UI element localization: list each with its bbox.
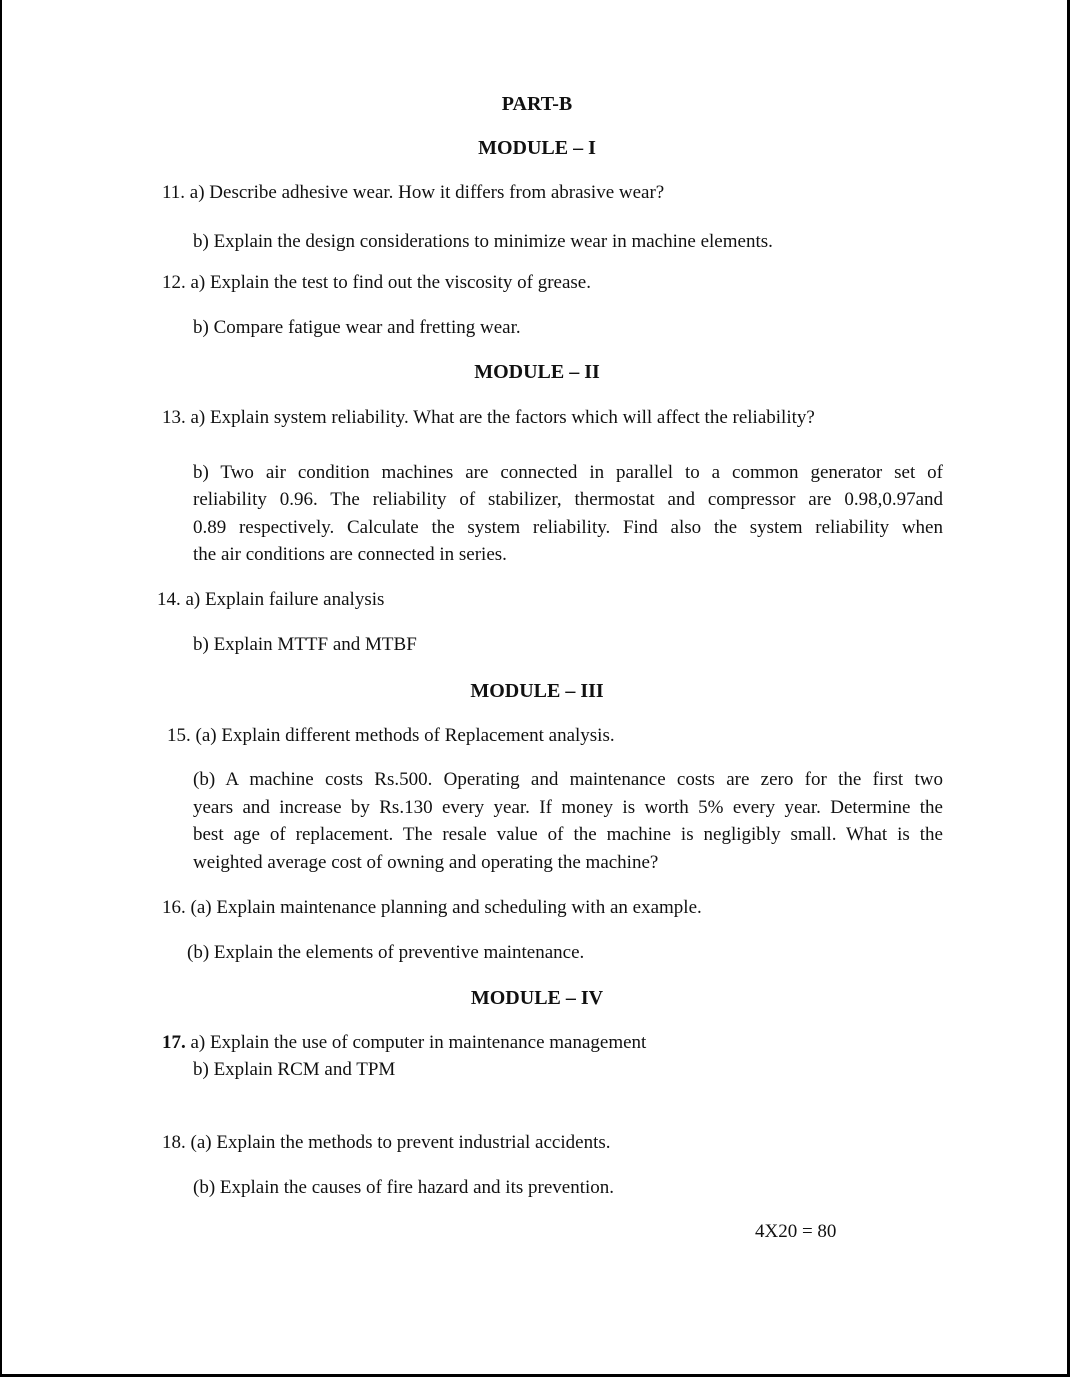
- module-2-heading: MODULE – II: [474, 361, 600, 383]
- question-14a: 14. a) Explain failure analysis: [157, 589, 385, 610]
- question-11b: b) Explain the design considerations to minimize wear in machine elements.: [193, 231, 773, 252]
- question-12b: b) Compare fatigue wear and fretting wear.: [193, 317, 521, 338]
- module-4-heading: MODULE – IV: [470, 987, 604, 1009]
- question-17a: [162, 1032, 646, 1054]
- question-15b-line: years and increase by Rs.130 every year. If money is worth 5% every year. Determine the: [193, 797, 943, 818]
- question-13a: 13. a) Explain system reliability. What are the factors which will affect the reliability?: [162, 407, 815, 428]
- question-18b: (b) Explain the causes of fire hazard and its prevention.: [193, 1177, 615, 1198]
- question-11a: 11. a) Describe adhesive wear. How it differs from abrasive wear?: [162, 182, 665, 203]
- question-15b-line: weighted average cost of owning and operating the machine?: [193, 852, 659, 873]
- question-17-number: 17.: [162, 1032, 186, 1053]
- question-16b: (b) Explain the elements of preventive maintenance.: [187, 942, 585, 963]
- question-13b-line: 0.89 respectively. Calculate the system reliability. Find also the system reliability when: [193, 517, 943, 538]
- question-18a: 18. (a) Explain the methods to prevent industrial accidents.: [162, 1132, 611, 1153]
- module-3-heading: MODULE – III: [470, 680, 604, 702]
- question-14b: b) Explain MTTF and MTBF: [193, 634, 417, 655]
- question-13b-line: b) Two air condition machines are connected in parallel to a common generator set of: [193, 462, 943, 483]
- question-17a-text: a) Explain the use of computer in maintenance management: [185, 1032, 647, 1053]
- question-15a: 15. (a) Explain different methods of Replacement analysis.: [167, 725, 615, 746]
- question-15b-line: (b) A machine costs Rs.500. Operating and maintenance costs are zero for the first two: [193, 769, 943, 790]
- question-12a: 12. a) Explain the test to find out the viscosity of grease.: [162, 272, 591, 293]
- question-13b-line: the air conditions are connected in series.: [193, 544, 507, 565]
- part-heading: PART-B: [501, 93, 573, 115]
- marks-total: 4X20 = 80: [755, 1221, 837, 1242]
- module-1-heading: MODULE – I: [478, 137, 596, 159]
- question-13b-line: reliability 0.96. The reliability of stabilizer, thermostat and compressor are 0.98,0.97and: [193, 489, 943, 510]
- question-16a: 16. (a) Explain maintenance planning and scheduling with an example.: [162, 897, 702, 918]
- question-17b: b) Explain RCM and TPM: [193, 1059, 396, 1080]
- question-15b-line: best age of replacement. The resale value of the machine is negligibly small. What is the: [193, 824, 943, 845]
